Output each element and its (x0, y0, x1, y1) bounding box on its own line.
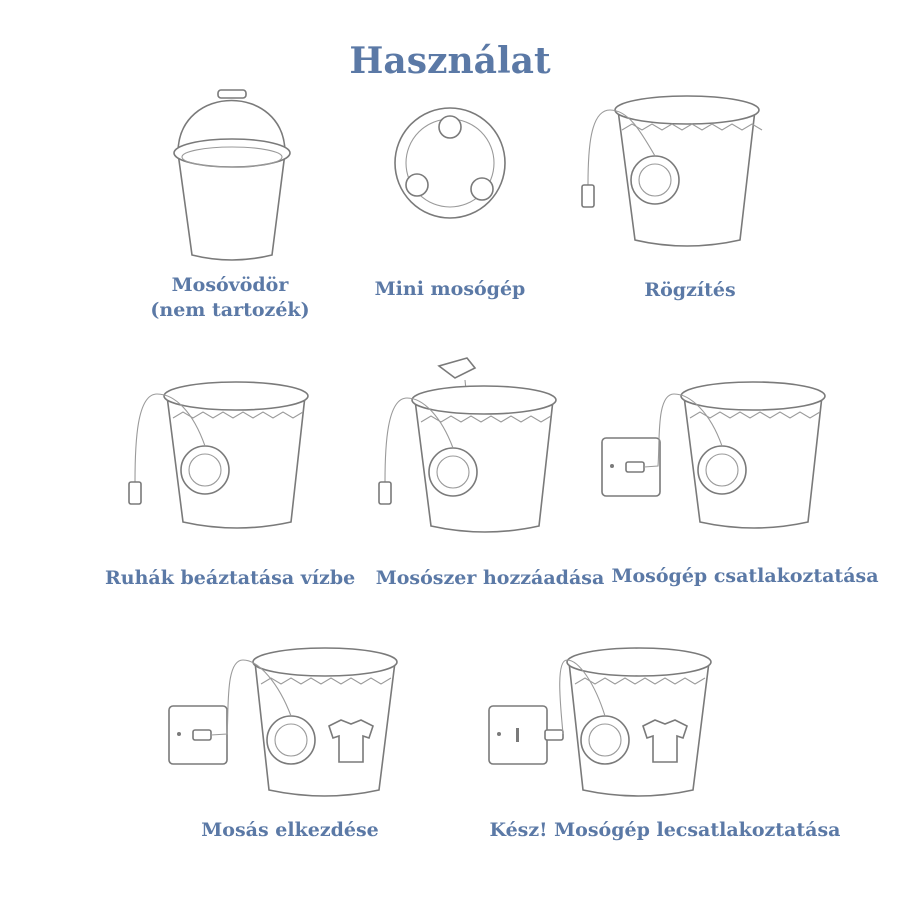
soak-clothes-icon (105, 382, 355, 542)
step-soak (105, 382, 355, 592)
unplug-icon (485, 650, 845, 810)
step-caption: Kész! Mosógép lecsatlakoztatása (489, 819, 841, 841)
page-title: Használat (349, 40, 551, 82)
step-unplug (485, 650, 845, 850)
mini-washer-icon (370, 105, 540, 225)
step-detergent (375, 360, 605, 590)
step-mini-washer (370, 105, 540, 305)
step-caption: Mosás elkezdése (201, 819, 379, 841)
plug-in-icon (600, 382, 890, 542)
step-start (165, 650, 415, 850)
attach-washer-icon (580, 90, 800, 260)
step-caption: Mosóvödör (nem tartozék) (150, 274, 310, 321)
step-plug-in (600, 382, 890, 592)
bucket-icon (150, 85, 310, 265)
step-attach (580, 90, 800, 310)
step-caption: Ruhák beáztatása vízbe (105, 567, 356, 589)
add-detergent-icon (375, 360, 605, 540)
step-caption: Mosógép csatlakoztatása (611, 565, 879, 587)
start-washing-icon (165, 650, 415, 810)
step-bucket (150, 85, 310, 335)
step-caption: Mosószer hozzáadása (375, 567, 605, 589)
step-caption: Mini mosógép (374, 278, 526, 300)
step-caption: Rögzítés (644, 279, 736, 301)
